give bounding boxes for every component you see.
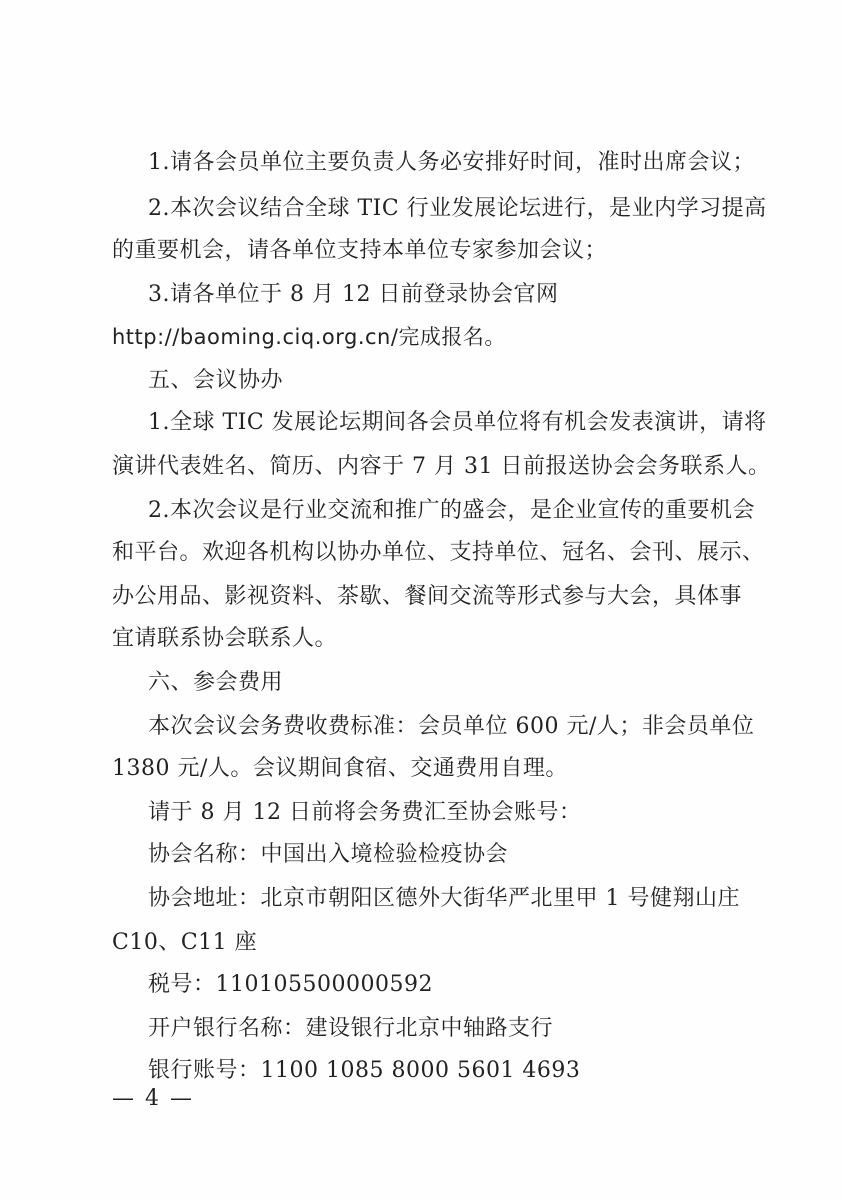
bank-account: 银行账号：1100 1085 8000 5601 4693 (148, 1058, 581, 1083)
association-name: 协会名称：中国出入境检验检疫协会 (148, 842, 509, 867)
payment-deadline: 请于 8 月 12 日前将会务费汇至协会账号： (148, 800, 582, 825)
item-2-forum: 2.本次会议结合全球 TIC 行业发展论坛进行，是业内学习提高 (148, 196, 767, 221)
item-5-2-promotion-cont-3: 宜请联系协会联系人。 (112, 626, 338, 651)
section-6-heading: 六、参会费用 (148, 670, 284, 695)
item-5-2-promotion: 2.本次会议是行业交流和推广的盛会，是企业宣传的重要机会 (148, 498, 755, 523)
item-1-attend: 1.请各会员单位主要负责人务必安排好时间，准时出席会议； (148, 150, 755, 175)
registration-url: http://baoming.ciq.org.cn/完成报名。 (112, 325, 506, 349)
page-number: — 4 — (112, 1086, 194, 1111)
item-3-register: 3.请各单位于 8 月 12 日前登录协会官网 (148, 282, 559, 307)
item-2-forum-cont: 的重要机会，请各单位支持本单位专家参加会议； (112, 238, 608, 263)
fee-standard-cont: 1380 元/人。会议期间食宿、交通费用自理。 (112, 756, 568, 781)
association-address: 协会地址：北京市朝阳区德外大街华严北里甲 1 号健翔山庄 (148, 886, 740, 911)
item-5-2-promotion-cont-1: 和平台。欢迎各机构以协办单位、支持单位、冠名、会刊、展示、 (112, 540, 765, 565)
item-5-2-promotion-cont-2: 办公用品、影视资料、茶歇、餐间交流等形式参与大会，具体事 (112, 584, 743, 609)
fee-standard: 本次会议会务费收费标准：会员单位 600 元/人；非会员单位 (148, 714, 755, 739)
association-address-cont: C10、C11 座 (112, 930, 258, 955)
tax-number: 税号：110105500000592 (148, 972, 433, 997)
item-5-1-speech: 1.全球 TIC 发展论坛期间各会员单位将有机会发表演讲，请将 (148, 410, 767, 435)
bank-name: 开户银行名称：建设银行北京中轴路支行 (148, 1016, 554, 1041)
item-5-1-speech-cont: 演讲代表姓名、简历、内容于 7 月 31 日前报送协会会务联系人。 (112, 454, 771, 479)
section-5-heading: 五、会议协办 (148, 368, 284, 393)
